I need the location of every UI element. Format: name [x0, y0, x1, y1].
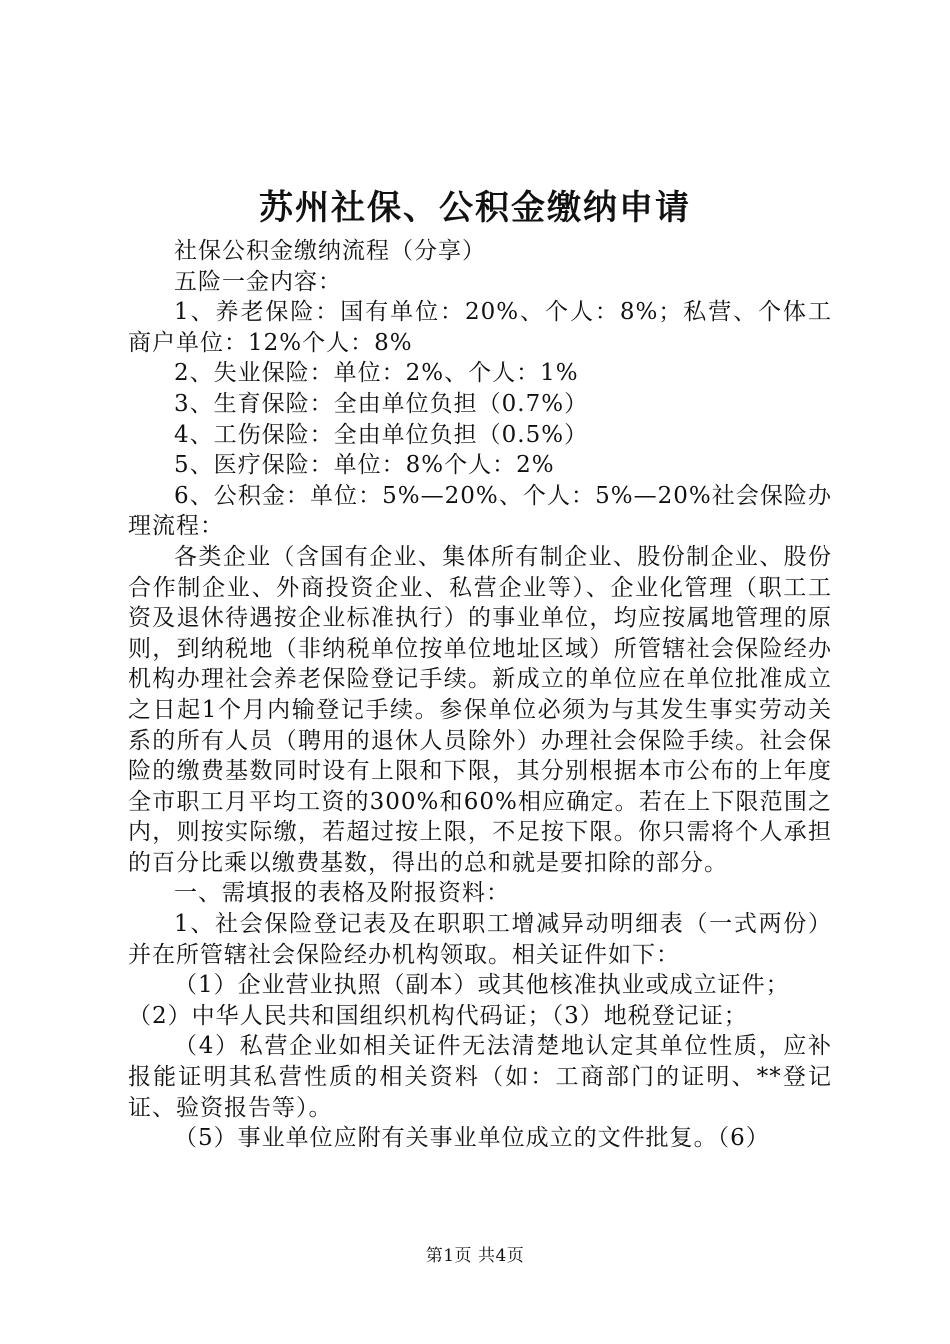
document-title: 苏州社保、公积金缴纳申请	[259, 188, 691, 228]
paragraph-item-4: （4）私营企业如相关证件无法清楚地认定其单位性质，应补报能证明其私营性质的相关资料（如：工商部门的证明、**登记证、验资报告等）。	[128, 1033, 832, 1121]
paragraph-medical: 5、医疗保险：单位：8%个人：2%	[174, 452, 555, 479]
page-footer: 第1页 共4页	[425, 1246, 525, 1266]
paragraph-item-2-3: （2）中华人民共和国组织机构代码证；（3）地税登记证；	[128, 1002, 748, 1029]
paragraph-item-5-6: （5）事业单位应附有关事业单位成立的文件批复。（6）	[174, 1125, 770, 1152]
paragraph-intro: 社保公积金缴纳流程（分享）	[174, 238, 486, 264]
document-body	[128, 236, 832, 1154]
paragraph-unemployment: 2、失业保险：单位：2%、个人：1%	[174, 360, 579, 387]
paragraph-maternity: 3、生育保险：全由单位负担（0.7%）	[174, 390, 589, 417]
paragraph-contents-heading: 五险一金内容：	[174, 268, 342, 295]
paragraph-registration-form: 1、社会保险登记表及在职职工增减异动明细表（一式两份）并在所管辖社会保险经办机构领取。相关证件如下：	[128, 911, 832, 968]
paragraph-injury: 4、工伤保险：全由单位负担（0.5%）	[174, 421, 589, 448]
paragraph-forms-heading: 一、需填报的表格及附报资料：	[174, 880, 510, 907]
paragraph-pension: 1、养老保险：国有单位：20%、个人：8%；私营、个体工商户单位：12%个人：8%	[128, 299, 832, 356]
paragraph-item-1: （1）企业营业执照（副本）或其他核准执业或成立证件；	[174, 972, 790, 999]
paragraph-enterprise-rules: 各类企业（含国有企业、集体所有制企业、股份制企业、股份合作制企业、外商投资企业、私营企业等）、企业化管理（职工工资及退休待遇按企业标准执行）的事业单位，均应按属地管理的原则，到纳税地（非纳税单位按单位地址区域）所管辖社会保险经办机构办理社会养老保险登记手续。新成立的单位应在单位批准成立之日起1个月内输登记手续。参保单位必须为与其发生事实劳动关系的所有人员（聘用的退休人员除外）办理社会保险手续。社会保险的缴费基数同时设有上限和下限，其分别根据本市公布的上年度全市职工月平均工资的300%和60%相应确定。若在上下限范围之内，则按实际缴，若超过按上限，不足按下限。你只需将个人承担的百分比乘以缴费基数，得出的总和就是要扣除的部分。	[128, 543, 832, 876]
paragraph-housing-fund: 6、公积金：单位：5%—20%、个人：5%—20%社会保险办理流程：	[128, 482, 832, 540]
